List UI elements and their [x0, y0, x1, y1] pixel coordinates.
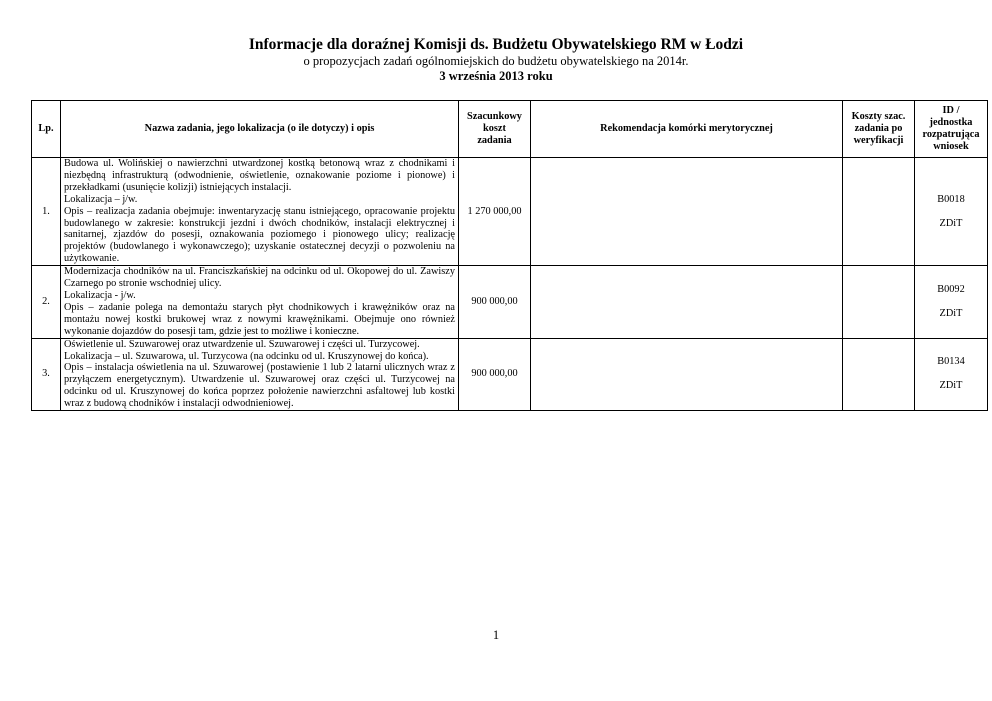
column-header-verified-line: weryfikacji — [853, 135, 904, 146]
row-number: 2. — [32, 266, 61, 338]
verified-cost-cell — [843, 266, 915, 338]
task-details: Opis – realizacja zadania obejmuje: inwentaryzację stanu istniejącego, opracowanie projektu budowlanego w zakresie: konstrukcji jezdni i dwóch chodników, instalacji elektrycznej i sanitarnej, zjazdów do posesji, oznakowania poziomego i pionowego ulicy; realizację projektów (budowlanego i wykonawczego); uzyskanie ostatecznej decyzji o pozwoleniu na użytkowanie. — [64, 205, 455, 265]
column-header-id-line: rozpatrująca — [922, 129, 980, 140]
table-row — [32, 158, 988, 266]
column-header-id — [915, 101, 988, 158]
page-number: 1 — [492, 628, 500, 642]
responsible-unit: ZDiT — [939, 217, 963, 229]
task-id: B0018 — [937, 193, 965, 205]
column-header-cost-line: koszt — [483, 123, 506, 134]
recommendation-cell — [531, 338, 843, 410]
verified-cost-cell — [843, 338, 915, 410]
column-header-verified-line: zadania po — [854, 123, 903, 134]
task-id: B0134 — [937, 356, 965, 368]
table-row — [32, 266, 988, 338]
estimated-cost: 900 000,00 — [459, 266, 531, 338]
column-header-name: Nazwa zadania, jego lokalizacja (o ile dotyczy) i opis — [61, 101, 459, 158]
id-unit-cell — [915, 158, 988, 266]
document-header — [0, 36, 992, 83]
verified-cost-cell — [843, 158, 915, 266]
task-details: Opis – zadanie polega na demontażu starych płyt chodnikowych i krawężników oraz na montażu nowej kostki brukowej wraz z nowymi krawężnikami. Obejmuje ono również wykonanie dojazdów do posesji tam, gdzie jest to możliwe i konieczne. — [64, 301, 455, 337]
column-header-cost — [459, 101, 531, 158]
column-header-id-line: ID / — [942, 105, 960, 116]
estimated-cost: 1 270 000,00 — [459, 158, 531, 266]
row-number: 3. — [32, 338, 61, 410]
document-date: 3 września 2013 roku — [439, 69, 553, 83]
task-title: Oświetlenie ul. Szuwarowej oraz utwardzenie ul. Szuwarowej i części ul. Turzycowej. — [64, 338, 420, 350]
task-title: Budowa ul. Wolińskiej o nawierzchni utwardzonej kostką betonową wraz z chodnikami i niezbędną infrastrukturą (odwodnienie, oświetlenie, oznakowanie poziome i pionowe) i przekładkami (usunięcie kolizji) istniejących instalacji. — [64, 158, 455, 193]
id-unit-cell — [915, 338, 988, 410]
column-header-verified-line: Koszty szac. — [851, 111, 906, 122]
column-header-cost-line: Szacunkowy — [467, 111, 522, 122]
task-title: Modernizacja chodników na ul. Franciszkańskiej na odcinku od ul. Okopowej do ul. Zawiszy Czarnego po stronie wschodniej ulicy. — [64, 266, 455, 290]
table-header-row — [32, 101, 988, 158]
document-title: Informacje dla doraźnej Komisji ds. Budżetu Obywatelskiego RM w Łodzi — [248, 36, 744, 53]
tasks-table — [31, 100, 988, 411]
task-description — [61, 338, 459, 410]
column-header-id-line: jednostka — [929, 117, 973, 128]
responsible-unit: ZDiT — [939, 380, 963, 392]
column-header-cost-line: zadania — [477, 135, 512, 146]
column-header-lp: Lp. — [32, 101, 61, 158]
id-unit-cell — [915, 266, 988, 338]
document-subtitle: o propozycjach zadań ogólnomiejskich do budżetu obywatelskiego na 2014r. — [303, 54, 689, 68]
task-details: Opis – instalacja oświetlenia na ul. Szuwarowej (postawienie 1 lub 2 latarni ulicznych wraz z przyłączem energetycznym). Utwardzenie ul. Szuwarowej oraz części ul. Turzycowej na odcinku od ul. Kruszynowej do końca poprzez położenie nawierzchni asfaltowej lub kostki wraz z budową chodników i instalacji odwodnieniowej. — [64, 362, 455, 410]
task-description — [61, 158, 459, 266]
task-location: Lokalizacja - j/w. — [64, 289, 136, 301]
row-number: 1. — [32, 158, 61, 266]
task-description — [61, 266, 459, 338]
responsible-unit: ZDiT — [939, 307, 963, 319]
recommendation-cell — [531, 158, 843, 266]
task-id: B0092 — [937, 283, 965, 295]
recommendation-cell — [531, 266, 843, 338]
table-row — [32, 338, 988, 410]
column-header-id-line: wniosek — [933, 141, 969, 152]
task-location: Lokalizacja – j/w. — [64, 193, 138, 205]
column-header-verified-cost — [843, 101, 915, 158]
column-header-recommendation: Rekomendacja komórki merytorycznej — [531, 101, 843, 158]
estimated-cost: 900 000,00 — [459, 338, 531, 410]
task-location: Lokalizacja – ul. Szuwarowa, ul. Turzycowa (na odcinku od ul. Kruszynowej do końca). — [64, 350, 429, 362]
